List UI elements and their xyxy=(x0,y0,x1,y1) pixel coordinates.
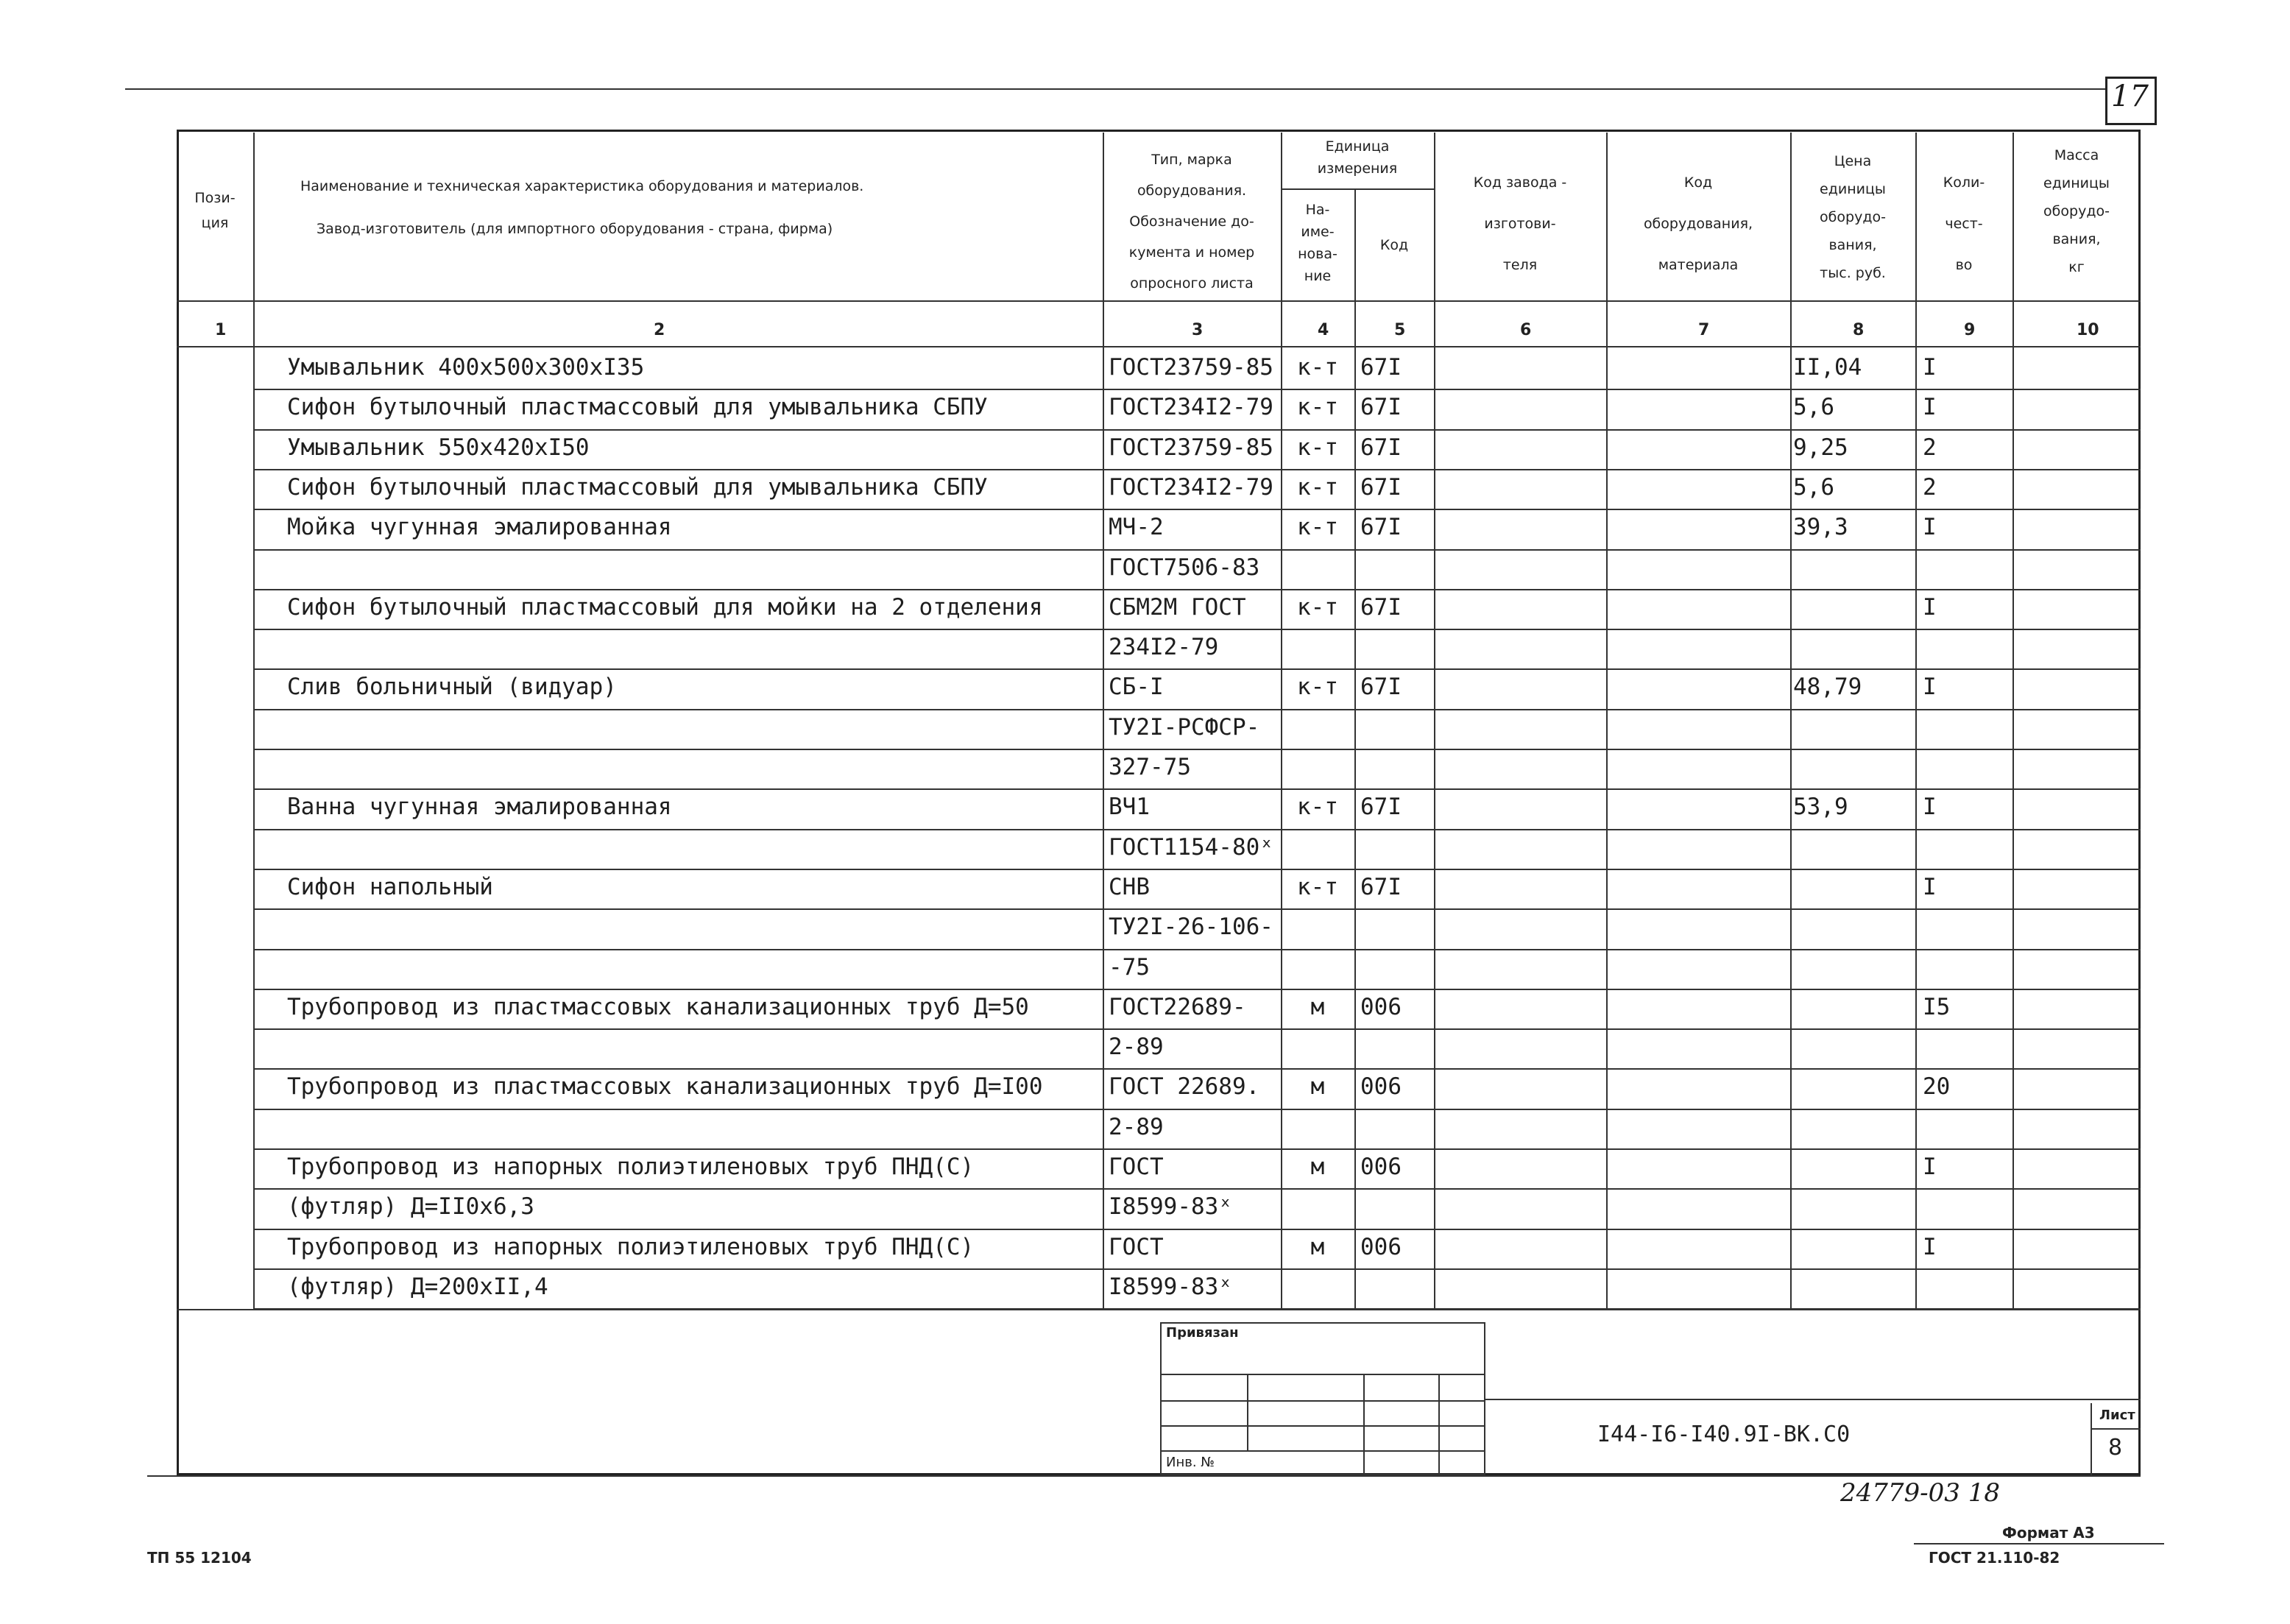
cell-type: ГОСТ xyxy=(1109,1154,1164,1180)
stamp-inv-label: Инв. № xyxy=(1166,1455,1215,1470)
cell-name: Ванна чугунная эмалированная xyxy=(287,794,672,821)
row-rule xyxy=(253,1028,2141,1030)
cell-type: -75 xyxy=(1109,953,1150,981)
cell-qty: 2 xyxy=(1923,434,1937,461)
cell-type: I8599-83ˣ xyxy=(1109,1273,1232,1300)
cell-type: ГОСТ234I2-79 xyxy=(1109,394,1273,421)
cell-code: 006 xyxy=(1360,993,1402,1020)
header-equip-code: Код оборудования, материала xyxy=(1643,174,1753,273)
cell-name: (футляр) Д=200xII,4 xyxy=(287,1273,548,1300)
header-qty: Коли- чест- во xyxy=(1943,174,1985,273)
cell-qty: 2 xyxy=(1923,473,1937,501)
cell-qty: I xyxy=(1923,1233,1937,1260)
page-number: 17 xyxy=(2111,80,2149,113)
cell-price: 53,9 xyxy=(1793,794,1848,821)
header-unit-code: Код xyxy=(1379,237,1409,253)
document-code: I44-I6-I40.9I-ВК.С0 xyxy=(1597,1422,1851,1447)
title-block-rule xyxy=(1485,1399,2141,1400)
cell-code: 67I xyxy=(1360,354,1402,381)
cell-unit: м xyxy=(1310,1154,1325,1180)
cell-code: 67I xyxy=(1360,394,1402,421)
header-unit: Единица измерения xyxy=(1317,138,1398,177)
top-rule xyxy=(125,88,2105,90)
header-mass: Масса единицы оборудо- вания, кг xyxy=(2043,147,2110,275)
cell-code: 67I xyxy=(1360,434,1402,461)
cell-type: МЧ-2 xyxy=(1109,514,1164,541)
cell-type: ГОСТ22689- xyxy=(1109,993,1246,1020)
row-rule xyxy=(253,429,2141,431)
cell-code: 67I xyxy=(1360,514,1402,541)
row-rule xyxy=(253,788,2141,790)
cell-unit: к-т xyxy=(1297,354,1338,381)
row-rule xyxy=(253,908,2141,910)
cell-type: ТУ2I-26-106- xyxy=(1109,914,1273,941)
cell-name: Сифон напольный xyxy=(287,873,493,900)
stamp-line-2 xyxy=(1160,1400,1485,1402)
cell-type: 234I2-79 xyxy=(1109,634,1219,661)
cell-unit: к-т xyxy=(1297,514,1338,541)
sheet-box-rule xyxy=(2091,1428,2141,1430)
row-rule xyxy=(253,1268,2141,1270)
cell-qty: I xyxy=(1923,514,1937,541)
handwritten-number: 24779-03 18 xyxy=(1840,1478,2000,1508)
cell-type: ГОСТ1154-80ˣ xyxy=(1109,833,1273,861)
row-rule xyxy=(253,509,2141,510)
row-rule xyxy=(253,1308,2141,1310)
cell-qty: I xyxy=(1923,354,1937,381)
cell-name: Сифон бутылочный пластмассовый для умывальника СБПУ xyxy=(287,394,988,421)
stamp-block xyxy=(1160,1322,1485,1475)
sheet-label: Лист xyxy=(2099,1408,2135,1423)
cell-type: СНВ xyxy=(1109,873,1150,900)
cell-name: Слив больничный (видуар) xyxy=(287,674,617,701)
cell-code: 006 xyxy=(1360,1073,1402,1101)
cell-type: I8599-83ˣ xyxy=(1109,1193,1232,1221)
cell-qty: I xyxy=(1923,593,1937,621)
col-line-price xyxy=(1915,133,1917,1310)
cell-name: Трубопровод из напорных полиэтиленовых труб ПНД(С) xyxy=(287,1233,975,1260)
cell-qty: 20 xyxy=(1923,1073,1951,1101)
stamp-vline-1 xyxy=(1247,1374,1248,1450)
col-line-qty xyxy=(2012,133,2014,1310)
header-name-line2: Завод-изготовитель (для импортного оборудования - страна, фирма) xyxy=(317,221,833,237)
cell-unit: к-т xyxy=(1297,473,1338,501)
cell-type: СБМ2М ГОСТ xyxy=(1109,593,1246,621)
stamp-vline-2 xyxy=(1363,1374,1365,1475)
row-rule xyxy=(253,1229,2141,1230)
cell-qty: I5 xyxy=(1923,993,1951,1020)
cell-qty: I xyxy=(1923,1154,1937,1180)
cell-price: II,04 xyxy=(1793,354,1862,381)
cell-code: 67I xyxy=(1360,593,1402,621)
cell-name: Трубопровод из пластмассовых канализационных труб Д=50 xyxy=(287,993,1029,1020)
number-row-rule xyxy=(177,346,2141,347)
stamp-line-3 xyxy=(1160,1425,1485,1427)
cell-type: ТУ2I-РСФСР- xyxy=(1109,713,1260,741)
header-bottom-rule xyxy=(177,300,2141,302)
row-rule xyxy=(253,549,2141,551)
cell-unit: к-т xyxy=(1297,873,1338,900)
cell-unit: к-т xyxy=(1297,674,1338,701)
cell-name: Умывальник 400x500x300xI35 xyxy=(287,354,645,381)
cell-price: 9,25 xyxy=(1793,434,1848,461)
lower-rule xyxy=(147,1475,2141,1477)
gost-footer: ГОСТ 21.110-82 xyxy=(1929,1549,2060,1567)
cell-unit: к-т xyxy=(1297,593,1338,621)
header-position: Пози- ция xyxy=(194,190,236,231)
cell-price: 48,79 xyxy=(1793,674,1862,701)
row-rule xyxy=(253,469,2141,470)
cell-type: ГОСТ234I2-79 xyxy=(1109,473,1273,501)
unit-split-rule xyxy=(1281,188,1434,190)
header-unit-name: На- име- нова- ние xyxy=(1298,202,1337,284)
col-line-equip xyxy=(1790,133,1792,1310)
row-rule xyxy=(253,709,2141,710)
row-rule xyxy=(253,389,2141,390)
row-rule xyxy=(253,589,2141,590)
cell-name: Сифон бутылочный пластмассовый для умывальника СБПУ xyxy=(287,473,988,501)
cell-name: Мойка чугунная эмалированная xyxy=(287,514,672,541)
cell-type: 2-89 xyxy=(1109,1034,1164,1061)
row-rule xyxy=(253,1188,2141,1190)
cell-code: 67I xyxy=(1360,794,1402,821)
cell-type: ГОСТ7506-83 xyxy=(1109,554,1260,581)
cell-type: СБ-I xyxy=(1109,674,1164,701)
col-line-type xyxy=(1281,133,1282,1310)
cell-type: ГОСТ23759-85 xyxy=(1109,434,1273,461)
col-line-name xyxy=(1103,133,1104,1310)
header-price: Цена единицы оборудо- вания, тыс. руб. xyxy=(1820,153,1886,281)
stamp-line-1 xyxy=(1160,1374,1485,1375)
row-rule xyxy=(253,629,2141,630)
footer-rule xyxy=(1914,1543,2164,1544)
row-rule xyxy=(253,1109,2141,1110)
cell-code: 67I xyxy=(1360,674,1402,701)
header-name-line1: Наименование и техническая характеристика оборудования и материалов. xyxy=(300,178,864,194)
cell-code: 67I xyxy=(1360,873,1402,900)
row-rule xyxy=(253,989,2141,990)
cell-price: 39,3 xyxy=(1793,514,1848,541)
cell-qty: I xyxy=(1923,873,1937,900)
cell-unit: к-т xyxy=(1297,394,1338,421)
cell-price: 5,6 xyxy=(1793,473,1834,501)
cell-price: 5,6 xyxy=(1793,394,1834,421)
cell-qty: I xyxy=(1923,794,1937,821)
row-rule xyxy=(253,1148,2141,1150)
format-label: Формат А3 xyxy=(2002,1524,2095,1542)
cell-unit: м xyxy=(1310,1073,1325,1101)
cell-name: Сифон бутылочный пластмассовый для мойки на 2 отделения xyxy=(287,593,1043,621)
cell-code: 006 xyxy=(1360,1154,1402,1180)
cell-type: ГОСТ23759-85 xyxy=(1109,354,1273,381)
header-type: Тип, марка оборудования. Обозначение до- кумента и номер опросного листа xyxy=(1128,152,1255,292)
cell-qty: I xyxy=(1923,674,1937,701)
row-rule xyxy=(253,749,2141,750)
sheet-number: 8 xyxy=(2108,1435,2123,1461)
cell-unit: к-т xyxy=(1297,794,1338,821)
row-rule xyxy=(253,829,2141,830)
cell-unit: м xyxy=(1310,993,1325,1020)
row-rule xyxy=(253,1068,2141,1070)
cell-unit: м xyxy=(1310,1233,1325,1260)
cell-name: Трубопровод из пластмассовых канализационных труб Д=I00 xyxy=(287,1073,1043,1101)
cell-code: 006 xyxy=(1360,1233,1402,1260)
row-rule xyxy=(253,949,2141,950)
row-rule xyxy=(253,869,2141,870)
cell-type: 2-89 xyxy=(1109,1113,1164,1140)
cell-name: Умывальник 550x420xI50 xyxy=(287,434,590,461)
cell-type: ГОСТ 22689. xyxy=(1109,1073,1260,1101)
stamp-vline-3 xyxy=(1438,1374,1440,1475)
cell-unit: к-т xyxy=(1297,434,1338,461)
col-line-pos xyxy=(253,133,255,1310)
stamp-attached-label: Привязан xyxy=(1166,1325,1239,1341)
cell-name: (футляр) Д=II0x6,3 xyxy=(287,1193,534,1221)
stamp-line-4 xyxy=(1160,1450,1485,1452)
row-rule xyxy=(253,668,2141,670)
cell-type: ГОСТ xyxy=(1109,1233,1164,1260)
header-factory-code: Код завода - изготови- теля xyxy=(1473,174,1567,273)
cell-type: 327-75 xyxy=(1109,754,1191,780)
col-line-factory xyxy=(1606,133,1608,1310)
cell-qty: I xyxy=(1923,394,1937,421)
cell-type: ВЧ1 xyxy=(1109,794,1150,821)
col-line-code xyxy=(1434,133,1435,1310)
cell-code: 67I xyxy=(1360,473,1402,501)
cell-name: Трубопровод из напорных полиэтиленовых труб ПНД(С) xyxy=(287,1154,975,1180)
tp-code: ТП 55 12104 xyxy=(147,1549,252,1567)
